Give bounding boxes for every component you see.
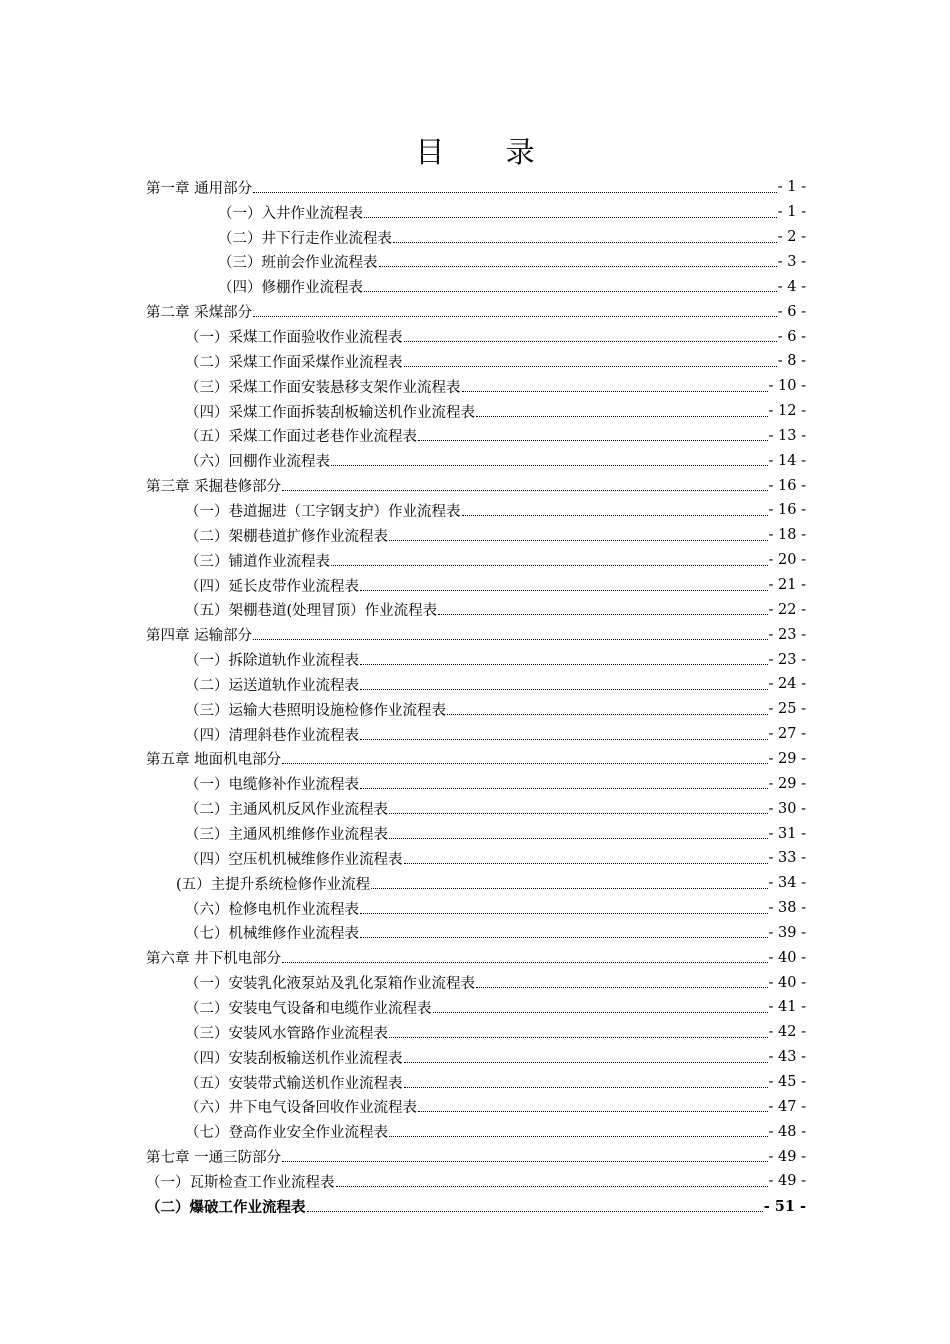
- dot-leader: [253, 302, 777, 317]
- toc-entry[interactable]: [185, 896, 806, 921]
- toc-entry-page: - 38 -: [768, 900, 806, 917]
- toc-entry-page: - 23 -: [768, 626, 806, 643]
- toc-entry-page: - 33 -: [768, 850, 806, 867]
- dot-leader: [371, 874, 767, 889]
- dot-leader: [389, 799, 768, 814]
- toc-entry-page: - 6 -: [777, 303, 806, 320]
- dot-leader: [433, 998, 768, 1013]
- dot-leader: [389, 824, 768, 839]
- dot-leader: [418, 426, 768, 441]
- dot-leader: [331, 451, 768, 466]
- dot-leader: [438, 600, 767, 615]
- toc-entry-title: 第六章 井下机电部分: [146, 951, 282, 968]
- dot-leader: [389, 526, 768, 541]
- dot-leader: [404, 1073, 768, 1088]
- toc-entry[interactable]: [146, 945, 806, 970]
- dot-leader: [307, 1197, 763, 1212]
- toc-entry-title: （五）安装带式输送机作业流程表: [185, 1075, 403, 1092]
- toc-entry[interactable]: [185, 1020, 806, 1045]
- toc-entry[interactable]: [218, 250, 806, 275]
- toc-entry[interactable]: [185, 821, 806, 846]
- toc-entry-page: - 49 -: [768, 1173, 806, 1190]
- toc-entry[interactable]: [185, 448, 806, 473]
- toc-entry[interactable]: [218, 225, 806, 250]
- dot-leader: [360, 774, 768, 789]
- toc-entry-page: - 27 -: [768, 726, 806, 743]
- dot-leader: [282, 476, 767, 491]
- toc-entry-title: （三）采煤工作面安装悬移支架作业流程表: [185, 379, 461, 396]
- toc-entry[interactable]: [185, 548, 806, 573]
- toc-entry[interactable]: [185, 324, 806, 349]
- toc-entry[interactable]: [185, 647, 806, 672]
- toc-entry[interactable]: [185, 1070, 806, 1095]
- toc-entry[interactable]: [185, 697, 806, 722]
- toc-entry-title: （六）检修电机作业流程表: [185, 901, 359, 918]
- toc-entry-page: - 3 -: [777, 253, 806, 270]
- toc-entry-title: （一）采煤工作面验收作业流程表: [185, 330, 403, 347]
- toc-entry-page: - 45 -: [768, 1074, 806, 1091]
- dot-leader: [360, 725, 768, 740]
- toc-entry-title: （一）瓦斯检查工作业流程表: [146, 1174, 335, 1191]
- toc-entry[interactable]: [146, 622, 806, 647]
- toc-entry-page: - 2 -: [777, 229, 806, 246]
- toc-entry-page: - 4 -: [777, 278, 806, 295]
- toc-entry-title: （二）安装电气设备和电缆作业流程表: [185, 1000, 432, 1017]
- toc-entry[interactable]: [146, 299, 806, 324]
- toc-entry-page: - 1 -: [777, 179, 806, 196]
- dot-leader: [360, 899, 768, 914]
- dot-leader: [282, 749, 767, 764]
- toc-entry-page: - 30 -: [768, 800, 806, 817]
- dot-leader: [336, 1172, 768, 1187]
- dot-leader: [418, 1097, 768, 1112]
- dot-leader: [282, 948, 767, 963]
- toc-entry[interactable]: [218, 274, 806, 299]
- toc-entry-title: （三）铺道作业流程表: [185, 553, 330, 570]
- toc-entry[interactable]: [185, 970, 806, 995]
- toc-entry[interactable]: [218, 200, 806, 225]
- toc-entry-title: （六）井下电气设备回收作业流程表: [185, 1100, 417, 1117]
- dot-leader: [360, 650, 768, 665]
- dot-leader: [404, 1048, 768, 1063]
- toc-entry-title: （三）运输大巷照明设施检修作业流程表: [185, 702, 446, 719]
- toc-entry-page: - 41 -: [768, 999, 806, 1016]
- toc-entry-title: (五）主提升系统检修作业流程: [176, 876, 371, 893]
- toc-entry-title: （二）采煤工作面采煤作业流程表: [185, 354, 403, 371]
- toc-entry-title: 第七章 一通三防部分: [146, 1150, 282, 1167]
- toc-entry-page: - 48 -: [768, 1123, 806, 1140]
- toc-entry-title: 第一章 通用部分: [146, 180, 253, 197]
- toc-entry-page: - 34 -: [768, 875, 806, 892]
- toc-entry-page: - 31 -: [768, 825, 806, 842]
- dot-leader: [360, 675, 768, 690]
- toc-entry-title: （六）回棚作业流程表: [185, 454, 330, 471]
- toc-entry-title: （四）清理斜巷作业流程表: [185, 727, 359, 744]
- dot-leader: [331, 551, 768, 566]
- toc-entry-title: （三）主通风机维修作业流程表: [185, 827, 388, 844]
- toc-entry-title: （七）登高作业安全作业流程表: [185, 1125, 388, 1142]
- toc-entry-title: （一）巷道掘进（工字钢支护）作业流程表: [185, 503, 461, 520]
- toc-entry-title: （三）班前会作业流程表: [218, 255, 378, 272]
- toc-entry-page: - 12 -: [768, 403, 806, 420]
- dot-leader: [389, 1122, 768, 1137]
- toc-entry[interactable]: [185, 399, 806, 424]
- toc-entry[interactable]: [185, 796, 806, 821]
- toc-entry-page: - 40 -: [768, 949, 806, 966]
- toc-entry-page: - 14 -: [768, 452, 806, 469]
- toc-entry-title: （七）机械维修作业流程表: [185, 926, 359, 943]
- dot-leader: [447, 700, 768, 715]
- toc-entry[interactable]: [146, 175, 806, 200]
- dot-leader: [282, 1147, 767, 1162]
- toc-entry-title: 第五章 地面机电部分: [146, 752, 282, 769]
- toc-entry-title: （四）修棚作业流程表: [218, 280, 363, 297]
- toc-entry-title: （二）井下行走作业流程表: [218, 230, 392, 247]
- dot-leader: [389, 1023, 768, 1038]
- toc-entry-page: - 51 -: [763, 1197, 806, 1215]
- dot-leader: [476, 973, 768, 988]
- toc-entry-title: 第四章 运输部分: [146, 628, 253, 645]
- toc-entry[interactable]: [185, 573, 806, 598]
- dot-leader: [404, 849, 768, 864]
- toc-entry-title: （四）安装刮板输送机作业流程表: [185, 1050, 403, 1067]
- toc-entry[interactable]: [185, 374, 806, 399]
- toc-entry-page: - 8 -: [777, 353, 806, 370]
- toc-entry-page: - 13 -: [768, 427, 806, 444]
- toc-entry-title: 第二章 采煤部分: [146, 305, 253, 322]
- toc-entry-title: （一）安装乳化液泵站及乳化泵箱作业流程表: [185, 976, 475, 993]
- toc-entry[interactable]: [185, 1119, 806, 1144]
- toc-entry-title: （二）主通风机反风作业流程表: [185, 802, 388, 819]
- dot-leader: [462, 501, 768, 516]
- toc-entry[interactable]: [185, 349, 806, 374]
- toc-entry-title: （五）采煤工作面过老巷作业流程表: [185, 429, 417, 446]
- toc-entry-page: - 39 -: [768, 924, 806, 941]
- dot-leader: [360, 576, 768, 591]
- toc-entry-title: （一）拆除道轨作业流程表: [185, 653, 359, 670]
- toc-entry-page: - 10 -: [768, 378, 806, 395]
- dot-leader: [476, 402, 768, 417]
- toc-entry-page: - 42 -: [768, 1024, 806, 1041]
- toc-entry-page: - 16 -: [768, 477, 806, 494]
- toc-entry[interactable]: [146, 473, 806, 498]
- toc-entry-page: - 24 -: [768, 676, 806, 693]
- toc-entry[interactable]: [185, 722, 806, 747]
- toc-entry[interactable]: [146, 1169, 806, 1194]
- dot-leader: [364, 277, 777, 292]
- toc-entry-title: （四）采煤工作面拆装刮板输送机作业流程表: [185, 404, 475, 421]
- toc-entry-page: - 21 -: [768, 577, 806, 594]
- dot-leader: [393, 228, 777, 243]
- toc-entry[interactable]: [185, 672, 806, 697]
- toc-entry-page: - 6 -: [777, 328, 806, 345]
- toc-entry-title: （四）延长皮带作业流程表: [185, 578, 359, 595]
- toc-entry[interactable]: [185, 846, 806, 871]
- dot-leader: [404, 352, 777, 367]
- dot-leader: [360, 923, 768, 938]
- toc-entry-page: - 43 -: [768, 1049, 806, 1066]
- toc-entry-title: （五）架棚巷道(处理冒顶）作业流程表: [185, 603, 438, 620]
- toc-entry-title: （一）入井作业流程表: [218, 205, 363, 222]
- dot-leader: [404, 327, 777, 342]
- toc-entry-page: - 49 -: [768, 1148, 806, 1165]
- toc-entry[interactable]: [185, 498, 806, 523]
- toc-entry[interactable]: [185, 995, 806, 1020]
- toc-entry-page: - 29 -: [768, 750, 806, 767]
- toc-entry-page: - 16 -: [768, 502, 806, 519]
- toc-entry-page: - 1 -: [777, 204, 806, 221]
- toc-entry-page: - 23 -: [768, 651, 806, 668]
- toc-entry-title: （二）运送道轨作业流程表: [185, 677, 359, 694]
- toc-entry[interactable]: [185, 597, 806, 622]
- dot-leader: [364, 203, 777, 218]
- toc-entry[interactable]: [185, 424, 806, 449]
- toc-title: 目 录: [415, 135, 561, 169]
- dot-leader: [462, 377, 768, 392]
- toc-entry-title: 第三章 采掘巷修部分: [146, 479, 282, 496]
- toc-entry-title: （三）安装风水管路作业流程表: [185, 1025, 388, 1042]
- toc-entry-page: - 29 -: [768, 775, 806, 792]
- toc-entry[interactable]: [185, 1045, 806, 1070]
- toc-entry-page: - 18 -: [768, 527, 806, 544]
- toc-entry-title: （四）空压机机械维修作业流程表: [185, 851, 403, 868]
- toc-entry-page: - 47 -: [768, 1098, 806, 1115]
- toc-entry-title: （二）爆破工作业流程表: [146, 1198, 306, 1216]
- dot-leader: [253, 178, 777, 193]
- toc-entry-title: （一）电缆修补作业流程表: [185, 777, 359, 794]
- toc-entry-page: - 22 -: [768, 601, 806, 618]
- toc-entry-title: （二）架棚巷道扩修作业流程表: [185, 528, 388, 545]
- toc-entry[interactable]: [176, 871, 806, 896]
- toc-entry-page: - 25 -: [768, 701, 806, 718]
- toc-entry[interactable]: [146, 1144, 806, 1169]
- toc-entry[interactable]: [185, 1094, 806, 1119]
- toc-entry[interactable]: [146, 1194, 806, 1219]
- toc-entry[interactable]: [185, 523, 806, 548]
- toc-entry[interactable]: [185, 921, 806, 946]
- toc-entry-page: - 20 -: [768, 552, 806, 569]
- toc-entry-page: - 40 -: [768, 974, 806, 991]
- dot-leader: [379, 252, 777, 267]
- toc-entry[interactable]: [185, 771, 806, 796]
- toc-entry[interactable]: [146, 747, 806, 772]
- dot-leader: [253, 625, 767, 640]
